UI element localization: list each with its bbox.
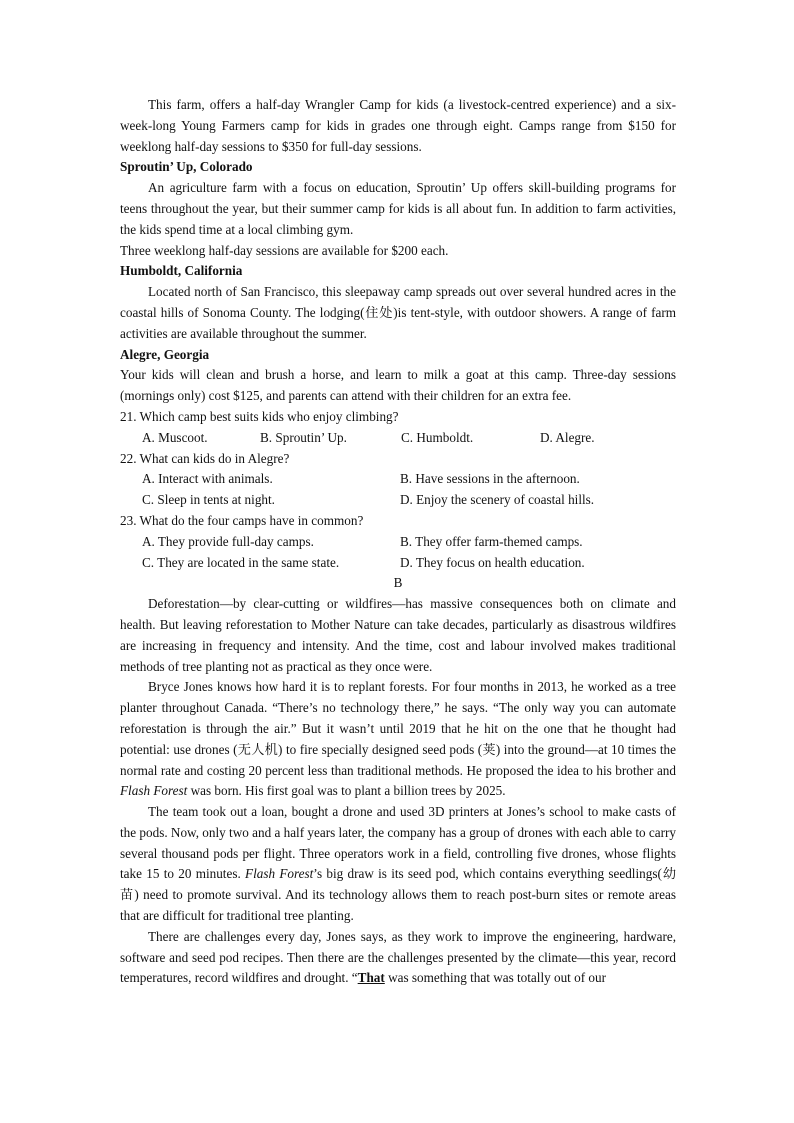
option-c: C. Humboldt. xyxy=(401,429,474,445)
option-b: B. Sproutin’ Up. xyxy=(260,429,347,445)
option-a: A. Interact with animals. xyxy=(142,471,273,487)
camp-heading-alegre: Alegre, Georgia xyxy=(120,346,210,362)
passage-b-paragraph-2 xyxy=(120,677,676,802)
company-name: Flash Forest xyxy=(245,866,314,882)
question-22-stem: 22. What can kids do in Alegre? xyxy=(120,450,290,466)
underlined-word: That xyxy=(357,970,385,986)
option-d: D. Enjoy the scenery of coastal hills. xyxy=(400,492,595,508)
option-b: B. Have sessions in the afternoon. xyxy=(400,471,580,487)
option-c: C. They are located in the same state. xyxy=(142,554,340,570)
question-23-stem: 23. What do the four camps have in common? xyxy=(120,512,364,528)
paragraph-text: There are challenges every day, Jones says, as they work to improve the engineering, hardware, software and seed pod recipes. Then there are the challenges presented by the climate—this year, record temperatures, record wildfires and drought. “ xyxy=(120,928,676,986)
camp-paragraph: Three weeklong half-day sessions are available for $200 each. xyxy=(120,242,449,258)
camp-heading-sproutin-up: Sproutin’ Up, Colorado xyxy=(120,159,253,175)
passage-b-paragraph-4 xyxy=(120,927,676,989)
question-21-stem: 21. Which camp best suits kids who enjoy climbing? xyxy=(120,408,399,424)
option-a: A. Muscoot. xyxy=(142,429,208,445)
question-23-options-row-1 xyxy=(120,532,676,553)
option-a: A. They provide full-day camps. xyxy=(142,533,314,549)
question-23-options-row-2 xyxy=(120,553,676,574)
camp-paragraph: An agriculture farm with a focus on education, Sproutin’ Up offers skill-building programs for teens throughout the year, but their summer camp for kids is all about fun. In addition to farm activities, the kids spend time at a local climbing gym. xyxy=(120,180,676,237)
passage-b-paragraph-1: Deforestation—by clear-cutting or wildfires—has massive consequences both on climate and health. But leaving reforestation to Mother Nature can take decades, particularly as disastrous wildfires are increasing in frequency and intensity. And the time, cost and labour involved makes traditional methods of tree planting not as practical as they once were. xyxy=(120,596,676,674)
camp-paragraph: Your kids will clean and brush a horse, and learn to milk a goat at this camp. Three-day sessions (mornings only) cost $125, and parents can attend with their children for an extra fee. xyxy=(120,367,676,404)
camp-paragraph: Located north of San Francisco, this sleepaway camp spreads out over several hundred acres in the coastal hills of Sonoma County. The lodging(住处)is tent-style, with outdoor showers. A range of farm activities are available throughout the summer. xyxy=(120,284,676,341)
paragraph-text: was born. His first goal was to plant a billion trees by 2025. xyxy=(187,783,506,799)
paragraph-text: ’s big draw is its seed pod, which contains everything seedlings(幼苗) need to promote survival. And its technology allows them to reach post-burn sites or remote areas that are difficult for traditional tree planting. xyxy=(120,866,677,924)
question-21-options xyxy=(120,428,676,449)
paragraph-text: was something that was totally out of our xyxy=(384,970,607,986)
intro-paragraph: This farm, offers a half-day Wrangler Camp for kids (a livestock-centred experience) and a six-week-long Young Farmers camp for kids in grades one through eight. Camps range from $150 for weeklong half-day sessions to $350 for full-day sessions. xyxy=(120,97,676,154)
option-c: C. Sleep in tents at night. xyxy=(142,492,275,508)
document-page xyxy=(120,95,676,989)
option-b: B. They offer farm-themed camps. xyxy=(400,533,583,549)
passage-b-paragraph-3 xyxy=(120,802,676,927)
section-label-b: B xyxy=(393,575,403,591)
paragraph-text: Bryce Jones knows how hard it is to replant forests. For four months in 2013, he worked as a tree planter throughout Canada. “There’s no technology there,” he says. “The only way you can automate reforestation is through the air.” But it wasn’t until 2019 that he hit on the one that he thought had potential: use drones (无人机) to fire specially designed seed pods (荚) into the ground—at 10 times the normal rate and costing 20 percent less than traditional methods. He proposed the idea to his brother and xyxy=(120,679,676,778)
option-d: D. They focus on health education. xyxy=(400,554,585,570)
paragraph-text: The team took out a loan, bought a drone and used 3D printers at Jones’s school to make casts of the pods. Now, only two and a half years later, the company has a group of drones with each able to carry several thousand pods per flight. Three operators work in a field, controlling five drones, whose flights take 15 to 20 minutes. xyxy=(120,804,676,882)
question-22-options-row-1 xyxy=(120,469,676,490)
option-d: D. Alegre. xyxy=(540,429,595,445)
camp-heading-humboldt: Humboldt, California xyxy=(120,263,243,279)
company-name: Flash Forest xyxy=(120,783,188,799)
question-22-options-row-2 xyxy=(120,490,676,511)
